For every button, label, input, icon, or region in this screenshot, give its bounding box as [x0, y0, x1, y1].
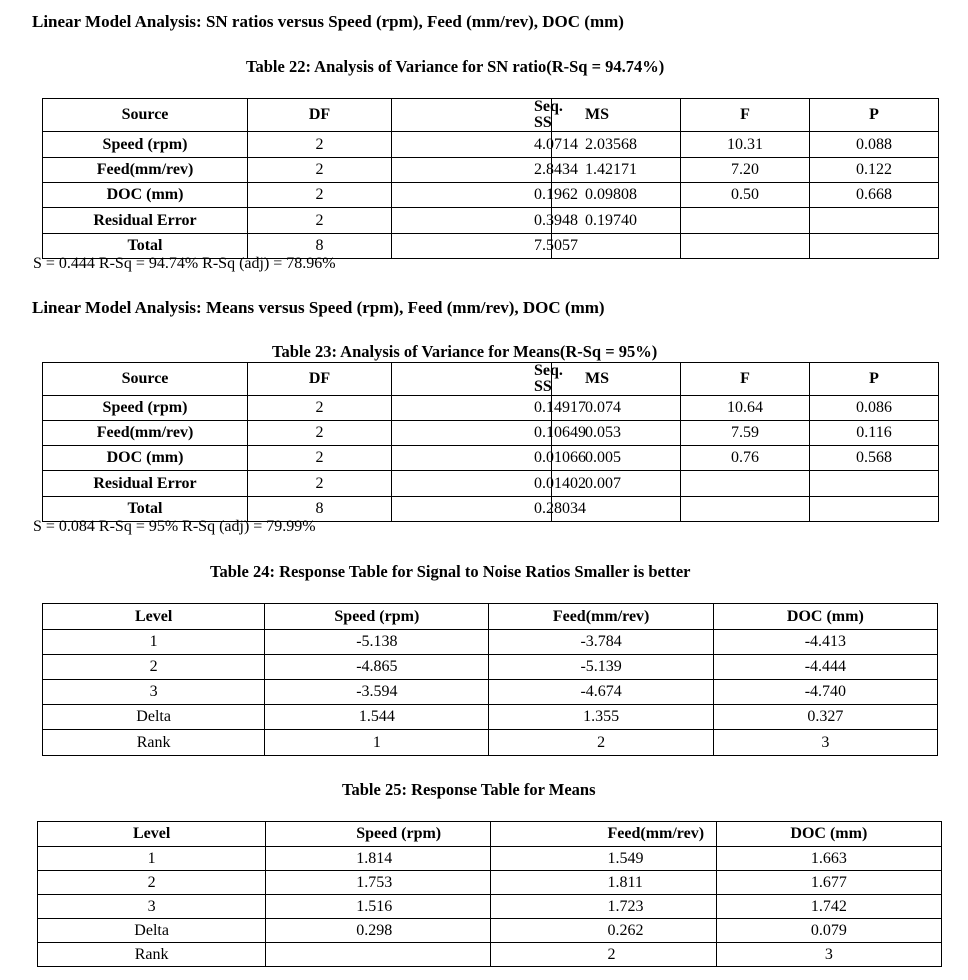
table22-cell: 2	[248, 183, 392, 208]
table22-header-cell: F	[681, 99, 810, 132]
table24	[42, 603, 938, 756]
means-analysis-heading: Linear Model Analysis: Means versus Speed (rpm), Feed (mm/rev), DOC (mm)	[32, 298, 605, 317]
table22-caption: Table 22: Analysis of Variance for SN ratio(R-Sq = 94.74%)	[246, 57, 665, 76]
table25-cell: 0.298	[266, 919, 491, 943]
table22-cell: 10.31	[681, 132, 810, 158]
table22-cell	[810, 234, 939, 259]
table23-cell	[681, 471, 810, 497]
table22-cell: 2	[248, 208, 392, 234]
table25-caption: Table 25: Response Table for Means	[342, 780, 596, 799]
table25-cell	[266, 943, 491, 967]
table25-cell: Delta	[38, 919, 266, 943]
table25-header-cell: Speed (rpm)	[266, 822, 491, 847]
table22-row	[43, 183, 939, 208]
table24-row	[43, 680, 938, 705]
table24-header-cell: Level	[43, 604, 265, 630]
table22-cell: 2	[248, 158, 392, 183]
table23-cell: 0.14917	[392, 396, 552, 421]
table22-cell: Total	[43, 234, 248, 259]
table23-stats: S = 0.084 R-Sq = 95% R-Sq (adj) = 79.99%	[33, 518, 316, 535]
table22	[42, 98, 939, 259]
table22-cell: 0.50	[681, 183, 810, 208]
table25-cell: 1.753	[266, 871, 491, 895]
table23-cell	[810, 471, 939, 497]
table22-cell	[810, 208, 939, 234]
table25-cell: 1.811	[491, 871, 716, 895]
table22-header-cell: P	[810, 99, 939, 132]
table24-cell: -4.740	[713, 680, 937, 705]
table25-cell: 1	[38, 847, 266, 871]
table23	[42, 362, 939, 522]
table23-row	[43, 421, 939, 446]
table25-cell: 3	[716, 943, 941, 967]
table24-cell: -4.674	[489, 680, 713, 705]
table24-header-cell: DOC (mm)	[713, 604, 937, 630]
table24-header-cell: Feed(mm/rev)	[489, 604, 713, 630]
table25-cell: 1.549	[491, 847, 716, 871]
table22-header-cell: Seq. SS	[392, 99, 552, 132]
table24-header-cell: Speed (rpm)	[265, 604, 489, 630]
table24-cell: -4.444	[713, 655, 937, 680]
table23-row	[43, 471, 939, 497]
table23-header-cell: P	[810, 363, 939, 396]
table22-header-cell: Source	[43, 99, 248, 132]
table24-cell: 0.327	[713, 705, 937, 730]
table25-header-cell: Level	[38, 822, 266, 847]
table23-cell: 0.10649	[392, 421, 552, 446]
table24-cell: 1.355	[489, 705, 713, 730]
table24-cell: 3	[43, 680, 265, 705]
table23-cell: 0.116	[810, 421, 939, 446]
table22-cell: 7.20	[681, 158, 810, 183]
table23-cell: 2	[248, 421, 392, 446]
table23-caption: Table 23: Analysis of Variance for Means(R-Sq = 95%)	[272, 342, 658, 361]
table24-cell: 1.544	[265, 705, 489, 730]
table23-header-cell: DF	[248, 363, 392, 396]
table22-cell: 8	[248, 234, 392, 259]
table23-cell: 0.568	[810, 446, 939, 471]
table22-cell: 4.0714	[392, 132, 552, 158]
table23-cell: Total	[43, 497, 248, 522]
table25-cell: 1.677	[716, 871, 941, 895]
table22-cell: 0.09808	[552, 183, 681, 208]
table22-cell: Residual Error	[43, 208, 248, 234]
table22-row	[43, 208, 939, 234]
table24-cell: 1	[265, 730, 489, 756]
table24-cell: -5.139	[489, 655, 713, 680]
table22-row	[43, 132, 939, 158]
table22-cell	[681, 208, 810, 234]
table25-cell: 1.742	[716, 895, 941, 919]
table25-cell: 1.516	[266, 895, 491, 919]
table25-header-cell: DOC (mm)	[716, 822, 941, 847]
table23-cell: 0.074	[552, 396, 681, 421]
table24-cell: 1	[43, 630, 265, 655]
table23-cell: 0.007	[552, 471, 681, 497]
table23-cell: 0.053	[552, 421, 681, 446]
table24-row	[43, 730, 938, 756]
table24-cell: -3.784	[489, 630, 713, 655]
sn-analysis-heading: Linear Model Analysis: SN ratios versus Speed (rpm), Feed (mm/rev), DOC (mm)	[32, 12, 624, 31]
table22-cell: 1.42171	[552, 158, 681, 183]
table22-cell	[681, 234, 810, 259]
table25-cell: 2	[38, 871, 266, 895]
table25-cell: 3	[38, 895, 266, 919]
table25-cell: 1.814	[266, 847, 491, 871]
table23-row	[43, 446, 939, 471]
table24-cell: Rank	[43, 730, 265, 756]
table23-cell: 0.76	[681, 446, 810, 471]
table24-cell: 2	[489, 730, 713, 756]
table22-cell: 2.8434	[392, 158, 552, 183]
table23-cell	[681, 497, 810, 522]
table24-caption: Table 24: Response Table for Signal to Noise Ratios Smaller is better	[210, 562, 691, 581]
table22-header-cell: MS	[552, 99, 681, 132]
table23-header-cell: Source	[43, 363, 248, 396]
table23-cell: 0.01066	[392, 446, 552, 471]
table23-cell: Residual Error	[43, 471, 248, 497]
table22-row	[43, 158, 939, 183]
table22-cell: 7.5057	[392, 234, 552, 259]
table25-cell: 2	[491, 943, 716, 967]
table24-row	[43, 705, 938, 730]
table25-cell: 1.663	[716, 847, 941, 871]
table23-row	[43, 396, 939, 421]
table25-header-cell: Feed(mm/rev)	[491, 822, 716, 847]
table22-cell: Feed(mm/rev)	[43, 158, 248, 183]
table22-cell: 0.088	[810, 132, 939, 158]
table22-header-cell: DF	[248, 99, 392, 132]
table23-cell	[810, 497, 939, 522]
table24-cell: -3.594	[265, 680, 489, 705]
table25-row	[38, 871, 942, 895]
table25-cell: 0.079	[716, 919, 941, 943]
table22-cell: 0.668	[810, 183, 939, 208]
table24-row	[43, 630, 938, 655]
table23-cell: 2	[248, 446, 392, 471]
table24-cell: -5.138	[265, 630, 489, 655]
table24-row	[43, 655, 938, 680]
table24-cell: 2	[43, 655, 265, 680]
table23-cell: 2	[248, 471, 392, 497]
table25-header-row	[38, 822, 942, 847]
table23-cell: DOC (mm)	[43, 446, 248, 471]
table22-cell: 2.03568	[552, 132, 681, 158]
table22-cell: 0.3948	[392, 208, 552, 234]
table22-cell: DOC (mm)	[43, 183, 248, 208]
table23-header-cell: F	[681, 363, 810, 396]
table22-cell: 0.19740	[552, 208, 681, 234]
table22-cell: 0.122	[810, 158, 939, 183]
table23-cell: Speed (rpm)	[43, 396, 248, 421]
table23-cell: 0.01402	[392, 471, 552, 497]
table24-cell: Delta	[43, 705, 265, 730]
table25-row	[38, 943, 942, 967]
table22-header-row	[43, 99, 939, 132]
table23-cell: 10.64	[681, 396, 810, 421]
table25-row	[38, 895, 942, 919]
table23-cell: 0.005	[552, 446, 681, 471]
table22-cell: Speed (rpm)	[43, 132, 248, 158]
table25-row	[38, 847, 942, 871]
table24-header-row	[43, 604, 938, 630]
table23-header-cell: Seq. SS	[392, 363, 552, 396]
table24-cell: 3	[713, 730, 937, 756]
table25-cell: 0.262	[491, 919, 716, 943]
table23-header-row	[43, 363, 939, 396]
table25-cell: Rank	[38, 943, 266, 967]
table23-cell: 8	[248, 497, 392, 522]
table23-cell: 2	[248, 396, 392, 421]
table22-cell: 2	[248, 132, 392, 158]
table22-cell: 0.1962	[392, 183, 552, 208]
table25-cell: 1.723	[491, 895, 716, 919]
table23-cell: 7.59	[681, 421, 810, 446]
table22-stats: S = 0.444 R-Sq = 94.74% R-Sq (adj) = 78.96%	[33, 255, 336, 272]
table23-cell: Feed(mm/rev)	[43, 421, 248, 446]
table24-cell: -4.413	[713, 630, 937, 655]
table24-cell: -4.865	[265, 655, 489, 680]
table25-row	[38, 919, 942, 943]
table25	[37, 821, 942, 967]
table23-cell: 0.28034	[392, 497, 552, 522]
table23-header-cell: MS	[552, 363, 681, 396]
table23-cell: 0.086	[810, 396, 939, 421]
